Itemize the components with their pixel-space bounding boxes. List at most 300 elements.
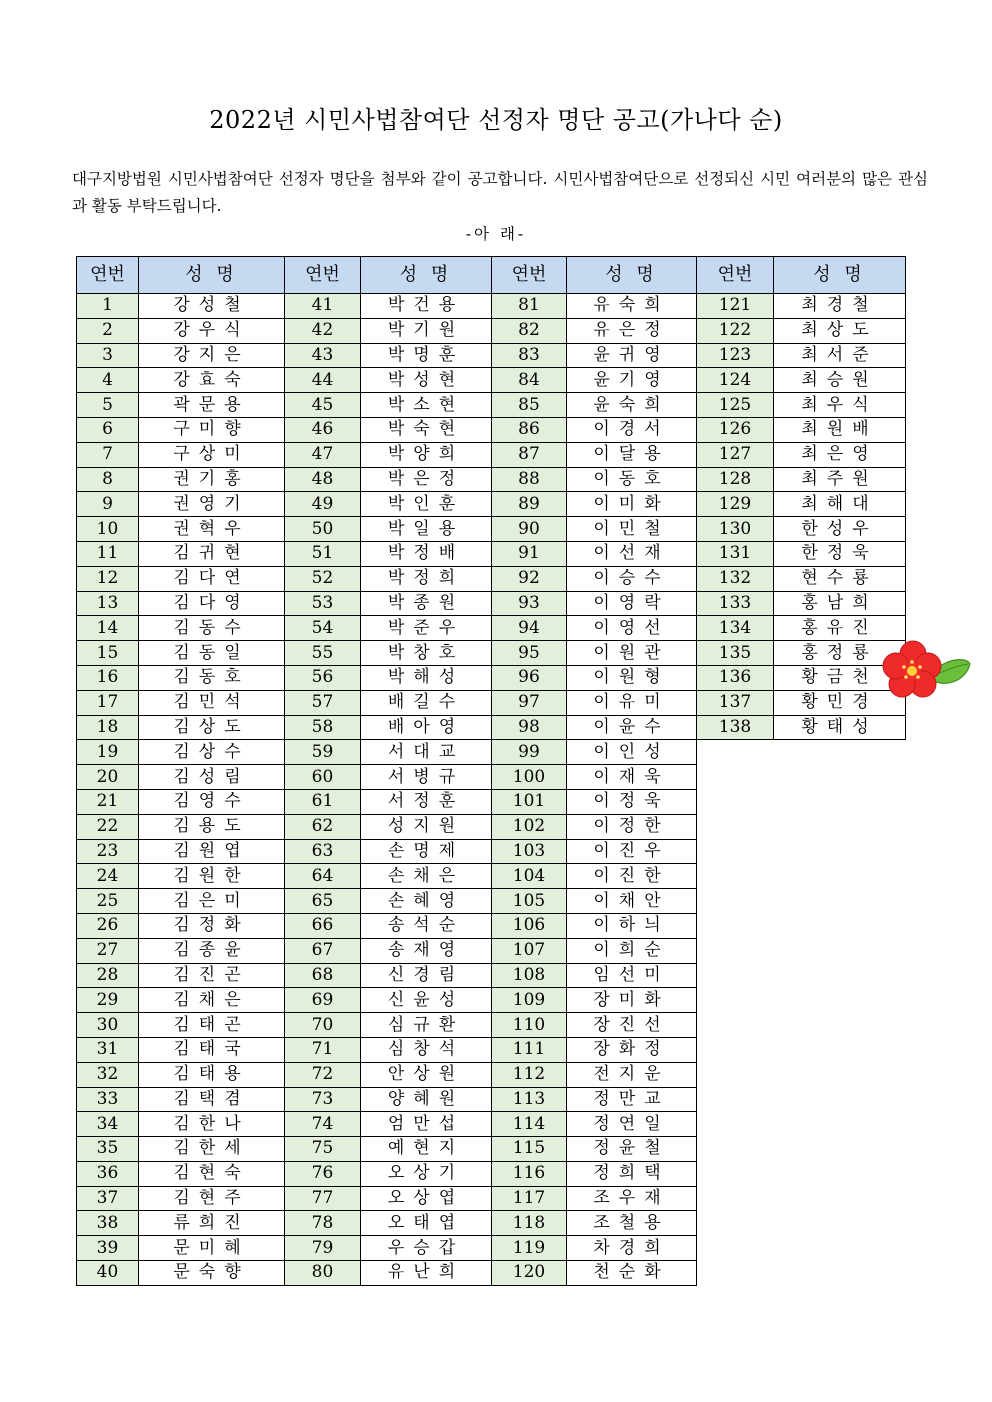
name-cell: 박소현: [361, 393, 492, 418]
serial-number-cell: 4: [77, 368, 139, 393]
serial-number-cell: 48: [285, 467, 361, 492]
name-cell: 이동호: [567, 467, 697, 492]
serial-number-cell: 83: [492, 343, 567, 368]
serial-number-cell: 1: [77, 294, 139, 319]
name-cell: 임선미: [567, 963, 697, 988]
name-cell: 박일용: [361, 517, 492, 542]
empty-cell: [697, 889, 906, 914]
serial-number-cell: 59: [285, 740, 361, 765]
header-number: 연번: [697, 257, 774, 294]
serial-number-cell: 57: [285, 690, 361, 715]
name-cell: 배아영: [361, 715, 492, 740]
serial-number-cell: 3: [77, 343, 139, 368]
name-cell: 최우식: [774, 393, 906, 418]
serial-number-cell: 99: [492, 740, 567, 765]
table-row: [77, 963, 906, 988]
serial-number-cell: 124: [697, 368, 774, 393]
empty-cell: [697, 1186, 906, 1211]
serial-number-cell: 16: [77, 665, 139, 690]
serial-number-cell: 81: [492, 294, 567, 319]
name-cell: 김영수: [139, 789, 285, 814]
serial-number-cell: 94: [492, 616, 567, 641]
serial-number-cell: 36: [77, 1161, 139, 1186]
note-label: -아 래-: [465, 225, 527, 243]
name-cell: 김정화: [139, 913, 285, 938]
name-cell: 이원형: [567, 665, 697, 690]
header-number: 연번: [492, 257, 567, 294]
serial-number-cell: 40: [77, 1261, 139, 1286]
serial-number-cell: 74: [285, 1112, 361, 1137]
serial-number-cell: 95: [492, 641, 567, 666]
serial-number-cell: 44: [285, 368, 361, 393]
name-cell: 이정욱: [567, 789, 697, 814]
name-cell: 박정배: [361, 541, 492, 566]
table-row: [77, 1062, 906, 1087]
name-cell: 조우재: [567, 1186, 697, 1211]
name-cell: 김현숙: [139, 1161, 285, 1186]
serial-number-cell: 111: [492, 1037, 567, 1062]
serial-number-cell: 73: [285, 1087, 361, 1112]
name-cell: 송재영: [361, 938, 492, 963]
empty-cell: [697, 1112, 906, 1137]
serial-number-cell: 15: [77, 641, 139, 666]
table-row: [77, 839, 906, 864]
name-cell: 양혜원: [361, 1087, 492, 1112]
serial-number-cell: 27: [77, 938, 139, 963]
table-row: [77, 1112, 906, 1137]
name-cell: 강지은: [139, 343, 285, 368]
name-cell: 서병규: [361, 765, 492, 790]
name-cell: 전지운: [567, 1062, 697, 1087]
name-cell: 오상엽: [361, 1186, 492, 1211]
serial-number-cell: 69: [285, 988, 361, 1013]
name-cell: 이유미: [567, 690, 697, 715]
name-cell: 장화정: [567, 1037, 697, 1062]
table-row: [77, 1261, 906, 1286]
name-cell: 이영선: [567, 616, 697, 641]
name-cell: 김현주: [139, 1186, 285, 1211]
name-cell: 박기원: [361, 318, 492, 343]
serial-number-cell: 32: [77, 1062, 139, 1087]
serial-number-cell: 8: [77, 467, 139, 492]
table-row: [77, 417, 906, 442]
name-cell: 김다영: [139, 591, 285, 616]
serial-number-cell: 49: [285, 492, 361, 517]
name-cell: 손채은: [361, 864, 492, 889]
empty-cell: [697, 1087, 906, 1112]
table-row: [77, 690, 906, 715]
flower-icon: [880, 640, 972, 706]
page-title: 2022년 시민사법참여단 선정자 명단 공고(가나다 순): [209, 106, 783, 134]
serial-number-cell: 92: [492, 566, 567, 591]
name-cell: 김상도: [139, 715, 285, 740]
table-row: [77, 740, 906, 765]
table-row: [77, 814, 906, 839]
serial-number-cell: 118: [492, 1211, 567, 1236]
name-cell: 김종윤: [139, 938, 285, 963]
serial-number-cell: 75: [285, 1137, 361, 1162]
name-cell: 오상기: [361, 1161, 492, 1186]
table-row: [77, 393, 906, 418]
serial-number-cell: 35: [77, 1137, 139, 1162]
name-cell: 홍정룡: [774, 641, 906, 666]
serial-number-cell: 104: [492, 864, 567, 889]
serial-number-cell: 110: [492, 1013, 567, 1038]
serial-number-cell: 119: [492, 1236, 567, 1261]
name-cell: 김태국: [139, 1037, 285, 1062]
empty-cell: [697, 1211, 906, 1236]
name-cell: 신윤성: [361, 988, 492, 1013]
serial-number-cell: 25: [77, 889, 139, 914]
empty-cell: [697, 1037, 906, 1062]
serial-number-cell: 102: [492, 814, 567, 839]
name-cell: 홍유진: [774, 616, 906, 641]
serial-number-cell: 132: [697, 566, 774, 591]
serial-number-cell: 120: [492, 1261, 567, 1286]
table-row: [77, 641, 906, 666]
serial-number-cell: 96: [492, 665, 567, 690]
serial-number-cell: 100: [492, 765, 567, 790]
table-row: [77, 665, 906, 690]
name-cell: 이미화: [567, 492, 697, 517]
name-cell: 이민철: [567, 517, 697, 542]
name-cell: 천순화: [567, 1261, 697, 1286]
name-cell: 한정욱: [774, 541, 906, 566]
serial-number-cell: 46: [285, 417, 361, 442]
serial-number-cell: 106: [492, 913, 567, 938]
table-row: [77, 294, 906, 319]
serial-number-cell: 127: [697, 442, 774, 467]
serial-number-cell: 137: [697, 690, 774, 715]
roster-table: [76, 256, 906, 1286]
serial-number-cell: 39: [77, 1236, 139, 1261]
serial-number-cell: 76: [285, 1161, 361, 1186]
serial-number-cell: 108: [492, 963, 567, 988]
empty-cell: [697, 839, 906, 864]
serial-number-cell: 5: [77, 393, 139, 418]
serial-number-cell: 60: [285, 765, 361, 790]
empty-cell: [697, 740, 906, 765]
serial-number-cell: 135: [697, 641, 774, 666]
name-cell: 안상원: [361, 1062, 492, 1087]
name-cell: 손혜영: [361, 889, 492, 914]
serial-number-cell: 122: [697, 318, 774, 343]
empty-cell: [697, 789, 906, 814]
name-cell: 이경서: [567, 417, 697, 442]
table-row: [77, 591, 906, 616]
serial-number-cell: 61: [285, 789, 361, 814]
name-cell: 정윤철: [567, 1137, 697, 1162]
serial-number-cell: 13: [77, 591, 139, 616]
serial-number-cell: 77: [285, 1186, 361, 1211]
name-cell: 윤숙희: [567, 393, 697, 418]
serial-number-cell: 130: [697, 517, 774, 542]
name-cell: 이원관: [567, 641, 697, 666]
serial-number-cell: 138: [697, 715, 774, 740]
name-cell: 황금천: [774, 665, 906, 690]
serial-number-cell: 113: [492, 1087, 567, 1112]
table-row: [77, 442, 906, 467]
header-number: 연번: [77, 257, 139, 294]
name-cell: 심창석: [361, 1037, 492, 1062]
name-cell: 박정희: [361, 566, 492, 591]
name-cell: 이진한: [567, 864, 697, 889]
name-cell: 예현지: [361, 1137, 492, 1162]
name-cell: 박양희: [361, 442, 492, 467]
name-cell: 최은영: [774, 442, 906, 467]
name-cell: 이재욱: [567, 765, 697, 790]
name-cell: 이윤수: [567, 715, 697, 740]
serial-number-cell: 7: [77, 442, 139, 467]
header-name: 성 명: [774, 257, 906, 294]
name-cell: 권기홍: [139, 467, 285, 492]
table-row: [77, 913, 906, 938]
name-cell: 김다연: [139, 566, 285, 591]
name-cell: 박종원: [361, 591, 492, 616]
serial-number-cell: 30: [77, 1013, 139, 1038]
name-cell: 김용도: [139, 814, 285, 839]
serial-number-cell: 85: [492, 393, 567, 418]
serial-number-cell: 55: [285, 641, 361, 666]
name-cell: 엄만섭: [361, 1112, 492, 1137]
table-row: [77, 1087, 906, 1112]
serial-number-cell: 109: [492, 988, 567, 1013]
name-cell: 윤귀영: [567, 343, 697, 368]
table-row: [77, 789, 906, 814]
serial-number-cell: 28: [77, 963, 139, 988]
name-cell: 김상수: [139, 740, 285, 765]
serial-number-cell: 22: [77, 814, 139, 839]
name-cell: 류희진: [139, 1211, 285, 1236]
serial-number-cell: 20: [77, 765, 139, 790]
serial-number-cell: 88: [492, 467, 567, 492]
name-cell: 문숙향: [139, 1261, 285, 1286]
serial-number-cell: 34: [77, 1112, 139, 1137]
name-cell: 김민석: [139, 690, 285, 715]
name-cell: 홍남희: [774, 591, 906, 616]
empty-cell: [697, 1013, 906, 1038]
name-cell: 김동호: [139, 665, 285, 690]
serial-number-cell: 14: [77, 616, 139, 641]
name-cell: 박숙현: [361, 417, 492, 442]
name-cell: 심규환: [361, 1013, 492, 1038]
header-name: 성 명: [567, 257, 697, 294]
table-row: [77, 988, 906, 1013]
serial-number-cell: 64: [285, 864, 361, 889]
name-cell: 이정한: [567, 814, 697, 839]
serial-number-cell: 18: [77, 715, 139, 740]
serial-number-cell: 68: [285, 963, 361, 988]
name-cell: 박은정: [361, 467, 492, 492]
serial-number-cell: 41: [285, 294, 361, 319]
name-cell: 김채은: [139, 988, 285, 1013]
serial-number-cell: 115: [492, 1137, 567, 1162]
serial-number-cell: 80: [285, 1261, 361, 1286]
serial-number-cell: 79: [285, 1236, 361, 1261]
serial-number-cell: 114: [492, 1112, 567, 1137]
serial-number-cell: 133: [697, 591, 774, 616]
serial-number-cell: 125: [697, 393, 774, 418]
name-cell: 장진선: [567, 1013, 697, 1038]
table-row: [77, 368, 906, 393]
serial-number-cell: 78: [285, 1211, 361, 1236]
table-row: [77, 938, 906, 963]
name-cell: 이달용: [567, 442, 697, 467]
name-cell: 이하늬: [567, 913, 697, 938]
empty-cell: [697, 765, 906, 790]
empty-cell: [697, 1062, 906, 1087]
name-cell: 오태엽: [361, 1211, 492, 1236]
serial-number-cell: 97: [492, 690, 567, 715]
serial-number-cell: 62: [285, 814, 361, 839]
name-cell: 박준우: [361, 616, 492, 641]
table-row: [77, 864, 906, 889]
name-cell: 송석순: [361, 913, 492, 938]
table-row: [77, 318, 906, 343]
serial-number-cell: 70: [285, 1013, 361, 1038]
empty-cell: [697, 913, 906, 938]
serial-number-cell: 11: [77, 541, 139, 566]
serial-number-cell: 112: [492, 1062, 567, 1087]
name-cell: 성지원: [361, 814, 492, 839]
name-cell: 한성우: [774, 517, 906, 542]
table-row: [77, 1037, 906, 1062]
serial-number-cell: 93: [492, 591, 567, 616]
serial-number-cell: 9: [77, 492, 139, 517]
empty-cell: [697, 988, 906, 1013]
name-cell: 신경림: [361, 963, 492, 988]
name-cell: 이희순: [567, 938, 697, 963]
header-name: 성 명: [139, 257, 285, 294]
name-cell: 최서준: [774, 343, 906, 368]
name-cell: 박명훈: [361, 343, 492, 368]
serial-number-cell: 131: [697, 541, 774, 566]
serial-number-cell: 19: [77, 740, 139, 765]
serial-number-cell: 51: [285, 541, 361, 566]
name-cell: 최주원: [774, 467, 906, 492]
name-cell: 장미화: [567, 988, 697, 1013]
name-cell: 권혁우: [139, 517, 285, 542]
serial-number-cell: 116: [492, 1161, 567, 1186]
serial-number-cell: 42: [285, 318, 361, 343]
serial-number-cell: 26: [77, 913, 139, 938]
table-row: [77, 889, 906, 914]
serial-number-cell: 23: [77, 839, 139, 864]
name-cell: 이인성: [567, 740, 697, 765]
table-row: [77, 517, 906, 542]
name-cell: 유난희: [361, 1261, 492, 1286]
table-row: [77, 343, 906, 368]
serial-number-cell: 31: [77, 1037, 139, 1062]
name-cell: 김한세: [139, 1137, 285, 1162]
table-row: [77, 765, 906, 790]
empty-cell: [697, 938, 906, 963]
name-cell: 최승원: [774, 368, 906, 393]
table-row: [77, 541, 906, 566]
name-cell: 김동수: [139, 616, 285, 641]
serial-number-cell: 123: [697, 343, 774, 368]
empty-cell: [697, 1236, 906, 1261]
table-row: [77, 566, 906, 591]
name-cell: 구미향: [139, 417, 285, 442]
name-cell: 김한나: [139, 1112, 285, 1137]
name-cell: 정희택: [567, 1161, 697, 1186]
name-cell: 우승갑: [361, 1236, 492, 1261]
serial-number-cell: 71: [285, 1037, 361, 1062]
serial-number-cell: 128: [697, 467, 774, 492]
empty-cell: [697, 1137, 906, 1162]
name-cell: 이진우: [567, 839, 697, 864]
serial-number-cell: 63: [285, 839, 361, 864]
table-row: [77, 1013, 906, 1038]
name-cell: 현수룡: [774, 566, 906, 591]
name-cell: 김귀현: [139, 541, 285, 566]
name-cell: 서정훈: [361, 789, 492, 814]
table-header-row: [77, 257, 906, 294]
serial-number-cell: 6: [77, 417, 139, 442]
serial-number-cell: 117: [492, 1186, 567, 1211]
name-cell: 황민경: [774, 690, 906, 715]
serial-number-cell: 66: [285, 913, 361, 938]
name-cell: 정연일: [567, 1112, 697, 1137]
serial-number-cell: 136: [697, 665, 774, 690]
serial-number-cell: 2: [77, 318, 139, 343]
name-cell: 곽문용: [139, 393, 285, 418]
name-cell: 조철용: [567, 1211, 697, 1236]
serial-number-cell: 17: [77, 690, 139, 715]
serial-number-cell: 33: [77, 1087, 139, 1112]
serial-number-cell: 56: [285, 665, 361, 690]
serial-number-cell: 89: [492, 492, 567, 517]
name-cell: 박창호: [361, 641, 492, 666]
serial-number-cell: 126: [697, 417, 774, 442]
name-cell: 정만교: [567, 1087, 697, 1112]
name-cell: 강효숙: [139, 368, 285, 393]
serial-number-cell: 86: [492, 417, 567, 442]
name-cell: 유숙희: [567, 294, 697, 319]
name-cell: 이승수: [567, 566, 697, 591]
serial-number-cell: 101: [492, 789, 567, 814]
table-row: [77, 492, 906, 517]
name-cell: 김은미: [139, 889, 285, 914]
serial-number-cell: 24: [77, 864, 139, 889]
empty-cell: [697, 963, 906, 988]
table-row: [77, 1137, 906, 1162]
serial-number-cell: 45: [285, 393, 361, 418]
name-cell: 이영락: [567, 591, 697, 616]
serial-number-cell: 21: [77, 789, 139, 814]
serial-number-cell: 65: [285, 889, 361, 914]
name-cell: 이선재: [567, 541, 697, 566]
name-cell: 박건용: [361, 294, 492, 319]
serial-number-cell: 72: [285, 1062, 361, 1087]
table-row: [77, 616, 906, 641]
serial-number-cell: 50: [285, 517, 361, 542]
serial-number-cell: 90: [492, 517, 567, 542]
serial-number-cell: 105: [492, 889, 567, 914]
empty-cell: [697, 1261, 906, 1286]
name-cell: 김태용: [139, 1062, 285, 1087]
serial-number-cell: 134: [697, 616, 774, 641]
name-cell: 권영기: [139, 492, 285, 517]
serial-number-cell: 82: [492, 318, 567, 343]
name-cell: 서대교: [361, 740, 492, 765]
name-cell: 손명제: [361, 839, 492, 864]
empty-cell: [697, 814, 906, 839]
name-cell: 차경희: [567, 1236, 697, 1261]
serial-number-cell: 129: [697, 492, 774, 517]
name-cell: 최해대: [774, 492, 906, 517]
